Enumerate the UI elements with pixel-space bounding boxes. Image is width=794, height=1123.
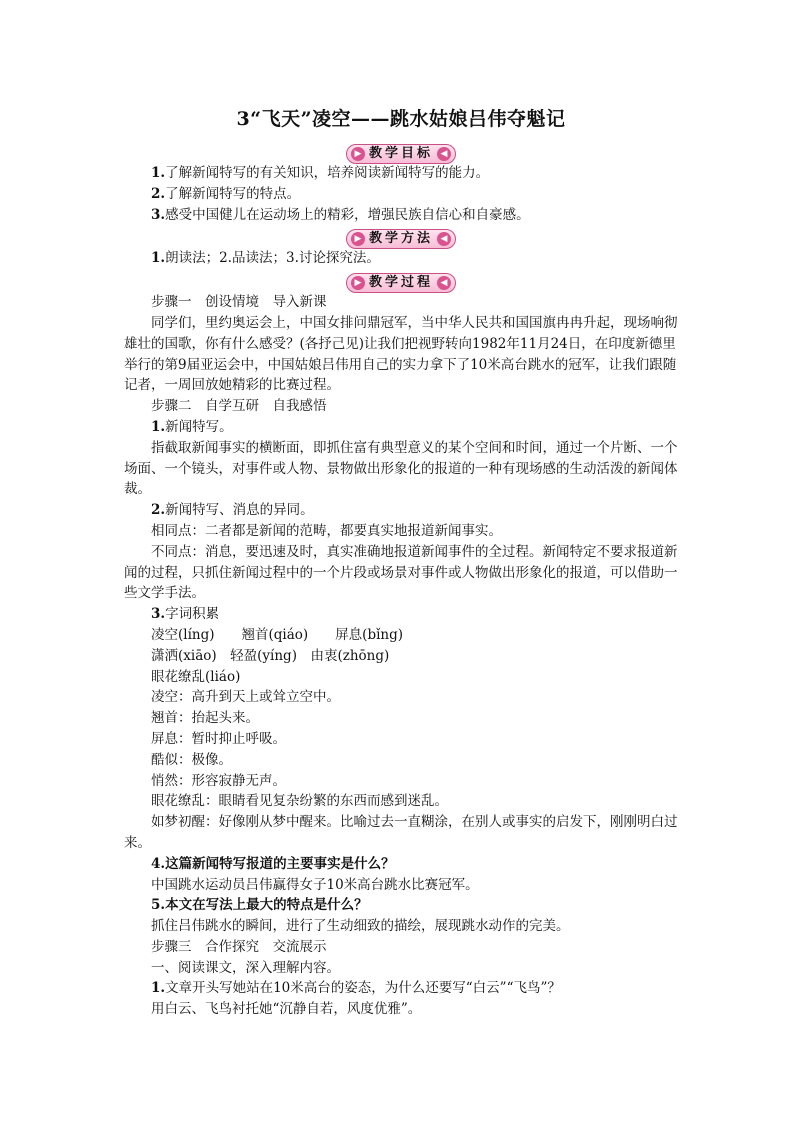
goals-banner-label: 教学目标 xyxy=(368,146,433,161)
definition-item: 翘首：抬起头来。 xyxy=(151,710,259,727)
intro-paragraph: 同学们，里约奥运会上，中国女排问鼎冠军，当中华人民共和国国旗冉冉升起，现场响彻雄壮的国歌，你有什么感受？(各抒己见)让我们把视野转向1982年11月24日，在印度新德里举行的第9届亚运会中，中国姑娘吕伟用自己的实力拿下了10米高台跳水的冠军，让我们跟随记者，一周回放她精彩的比赛过程。 xyxy=(124,314,678,394)
step-3-heading: 步骤三 合作探究 交流展示 xyxy=(151,938,327,955)
subheading-news-feature: 1.新闻特写。 xyxy=(151,418,233,435)
step-1-heading: 步骤一 创设情境 导入新课 xyxy=(151,294,327,311)
step-2-heading: 步骤二 自学互研 自我感悟 xyxy=(151,398,327,415)
part-1-heading: 一、阅读课文，深入理解内容。 xyxy=(151,959,340,976)
question-4: 4.这篇新闻特写报道的主要事实是什么？ xyxy=(151,855,395,872)
process-banner-label: 教学过程 xyxy=(368,275,433,291)
subheading-comparison: 2.新闻特写、消息的异同。 xyxy=(151,502,314,519)
arrow-right-icon: ▶ xyxy=(351,147,365,161)
definition-item: 酷似：极像。 xyxy=(151,751,232,768)
methods-banner xyxy=(346,229,456,249)
pinyin-line-3: 眼花缭乱(liáo) xyxy=(151,668,241,685)
definition-item: 眼花缭乱：眼睛看见复杂纷繁的东西而感到迷乱。 xyxy=(151,793,448,810)
process-banner xyxy=(346,273,456,293)
goals-banner xyxy=(346,144,456,164)
question-5: 5.本文在写法上最大的特点是什么？ xyxy=(151,897,368,914)
methods-banner-label: 教学方法 xyxy=(368,231,433,247)
subheading-vocabulary: 3.字词积累 xyxy=(151,606,220,623)
lesson-title: 3“飞天”凌空——跳水姑娘吕伟夺魁记 xyxy=(236,108,566,130)
definition-item: 凌空：高升到天上或耸立空中。 xyxy=(151,689,340,706)
goal-item-1: 1.了解新闻特写的有关知识，培养阅读新闻特写的能力。 xyxy=(151,165,490,181)
arrow-left-icon: ◀ xyxy=(437,276,451,290)
answer-4: 中国跳水运动员吕伟赢得女子10米高台跳水比赛冠军。 xyxy=(151,876,479,893)
definition-item: 悄然：形容寂静无声。 xyxy=(151,772,286,789)
arrow-right-icon: ▶ xyxy=(351,232,365,246)
question-3-1: 1.文章开头写她站在10米高台的姿态，为什么还要写“白云”“飞鸟”？ xyxy=(151,980,561,997)
arrow-left-icon: ◀ xyxy=(437,232,451,246)
goal-item-2: 2.了解新闻特写的特点。 xyxy=(151,185,301,202)
differences-text: 不同点：消息，要迅速及时，真实准确地报道新闻事件的全过程。新闻特定不要求报道新闻的过程，只抓住新闻过程中的一个片段或场景对事件或人物做出形象化的报道，可以借助一些文学手法。 xyxy=(124,543,678,602)
similarities-text: 相同点：二者都是新闻的范畴，都要真实地报道新闻事实。 xyxy=(151,522,502,539)
definition-item: 屏息：暂时抑止呼吸。 xyxy=(151,730,286,747)
goal-item-3: 3.感受中国健儿在运动场上的精彩，增强民族自信心和自豪感。 xyxy=(151,206,530,223)
definition-item: 如梦初醒：好像刚从梦中醒来。比喻过去一直糊涂，在别人或事实的启发下，刚刚明白过来。 xyxy=(124,814,678,851)
answer-3-1: 用白云、飞鸟衬托她“沉静自若，风度优雅”。 xyxy=(151,1001,422,1018)
pinyin-line-2: 潇洒(xiāo) 轻盈(yíng) 由衷(zhōng) xyxy=(151,647,390,664)
pinyin-line-1: 凌空(líng) 翘首(qiáo) 屏息(bǐng) xyxy=(151,626,404,643)
methods-text: 1.朗读法；2.品读法；3.讨论探究法。 xyxy=(151,250,380,267)
news-feature-definition: 指截取新闻事实的横断面，即抓住富有典型意义的某个空间和时间，通过一个片断、一个场面、一个镜头，对事件或人物、景物做出形象化的报道的一种有现场感的生动活泼的新闻体裁。 xyxy=(124,439,678,498)
answer-5: 抓住吕伟跳水的瞬间，进行了生动细致的描绘，展现跳水动作的完美。 xyxy=(151,918,570,935)
arrow-left-icon: ◀ xyxy=(437,147,451,161)
arrow-right-icon: ▶ xyxy=(351,276,365,290)
